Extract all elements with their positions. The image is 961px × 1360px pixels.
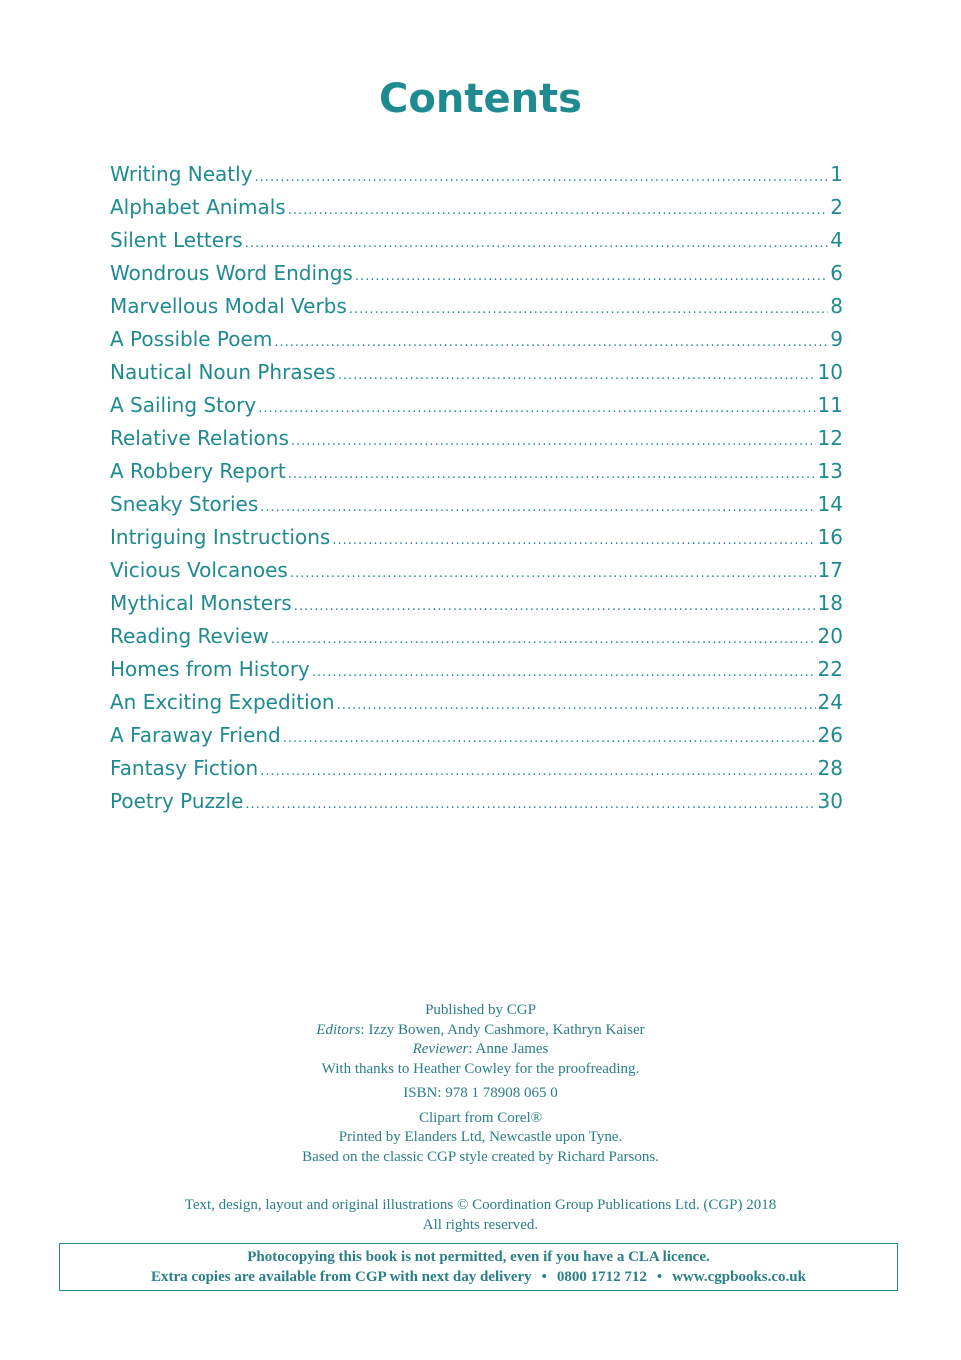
toc-entry[interactable] [110, 723, 843, 756]
editors-label: Editors [316, 1021, 361, 1038]
toc-entry-title: An Exciting Expedition [110, 690, 335, 714]
toc-entry-page: 4 [830, 228, 843, 252]
toc-entry-title: Fantasy Fiction [110, 756, 259, 780]
dot-leader [245, 236, 829, 251]
toc-entry[interactable] [110, 360, 843, 393]
copyright-block [0, 1196, 961, 1235]
printer-line: Printed by Elanders Ltd, Newcastle upon Tyne. [338, 1129, 623, 1145]
toc-entry[interactable] [110, 789, 843, 822]
dot-leader [312, 665, 816, 680]
toc-entry-page: 16 [817, 525, 843, 549]
toc-entry-title: Intriguing Instructions [110, 525, 331, 549]
toc-entry[interactable] [110, 195, 843, 228]
toc-entry-title: Wondrous Word Endings [110, 261, 353, 285]
dot-leader [355, 269, 828, 284]
dot-leader [258, 401, 815, 416]
toc-entry-title: Marvellous Modal Verbs [110, 294, 347, 318]
toc-entry-page: 14 [817, 492, 843, 516]
dot-leader [260, 764, 815, 779]
toc-entry-page: 11 [817, 393, 843, 417]
toc-entry-page: 10 [817, 360, 843, 384]
dot-leader [288, 203, 829, 218]
style-line: Based on the classic CGP style created by Richard Parsons. [302, 1148, 659, 1165]
toc-entry[interactable] [110, 294, 843, 327]
toc-entry-page: 6 [830, 261, 843, 285]
toc-entry-page: 30 [817, 789, 843, 813]
toc-entry[interactable] [110, 459, 843, 492]
editors-line [0, 1021, 961, 1041]
toc-entry[interactable] [110, 525, 843, 558]
toc-entry-title: A Robbery Report [110, 459, 286, 483]
clipart-line: Clipart from Corel® [418, 1109, 543, 1126]
toc-entry-page: 24 [817, 690, 843, 714]
dot-leader [291, 434, 816, 449]
toc-entry-title: Vicious Volcanoes [110, 558, 288, 582]
toc-entry-page: 9 [830, 327, 843, 351]
toc-entry[interactable] [110, 756, 843, 789]
toc-entry-title: Nautical Noun Phrases [110, 360, 336, 384]
thanks-line: With thanks to Heather Cowley for the proofreading. [321, 1060, 640, 1077]
toc-entry-page: 2 [830, 195, 843, 219]
dot-leader [283, 731, 816, 746]
publisher-line: Published by CGP [425, 1002, 536, 1018]
dot-leader [255, 170, 829, 185]
reviewer-line [0, 1040, 961, 1060]
dot-leader [245, 797, 815, 812]
toc-entry-title: A Sailing Story [110, 393, 257, 417]
toc-entry-page: 13 [817, 459, 843, 483]
bullet-separator: • [656, 1268, 663, 1285]
toc-entry-title: Reading Review [110, 624, 269, 648]
toc-entry[interactable] [110, 327, 843, 360]
dot-leader [290, 566, 816, 581]
table-of-contents [110, 162, 843, 822]
reviewer-name: : Anne James [468, 1041, 549, 1057]
toc-entry-title: Alphabet Animals [110, 195, 286, 219]
toc-entry-page: 26 [817, 723, 843, 747]
toc-entry-page: 8 [830, 294, 843, 318]
extra-copies-text: Extra copies are available from CGP with next day delivery [151, 1268, 532, 1285]
reviewer-label: Reviewer [412, 1041, 469, 1057]
toc-entry-title: A Faraway Friend [110, 723, 281, 747]
toc-entry[interactable] [110, 261, 843, 294]
dot-leader [338, 368, 816, 383]
dot-leader [294, 599, 816, 614]
rights-line: All rights reserved. [422, 1216, 539, 1233]
dot-leader [337, 698, 816, 713]
extra-copies-line [60, 1268, 897, 1288]
toc-entry-title: A Possible Poem [110, 327, 273, 351]
photocopy-notice-box [59, 1243, 898, 1291]
toc-entry[interactable] [110, 624, 843, 657]
toc-entry-title: Poetry Puzzle [110, 789, 244, 813]
dot-leader [332, 533, 815, 548]
editors-names: : Izzy Bowen, Andy Cashmore, Kathryn Kaiser [360, 1021, 645, 1038]
website-link[interactable]: www.cgpbooks.co.uk [672, 1268, 806, 1285]
dot-leader [349, 302, 828, 317]
photocopy-notice: Photocopying this book is not permitted, even if you have a CLA licence. [247, 1249, 710, 1265]
toc-entry[interactable] [110, 426, 843, 459]
copyright-line: Text, design, layout and original illustrations © Coordination Group Publications Ltd. (CGP) 2018 [184, 1197, 777, 1213]
toc-entry-page: 12 [817, 426, 843, 450]
toc-entry-title: Sneaky Stories [110, 492, 259, 516]
toc-entry-page: 1 [830, 162, 843, 186]
toc-entry-page: 28 [817, 756, 843, 780]
toc-entry-title: Homes from History [110, 657, 310, 681]
toc-entry-title: Mythical Monsters [110, 591, 292, 615]
toc-entry-page: 22 [817, 657, 843, 681]
page-title: Contents [379, 76, 582, 122]
toc-entry[interactable] [110, 558, 843, 591]
toc-entry[interactable] [110, 492, 843, 525]
toc-entry[interactable] [110, 690, 843, 723]
dot-leader [271, 632, 816, 647]
dot-leader [260, 500, 815, 515]
toc-entry[interactable] [110, 162, 843, 195]
toc-entry-page: 17 [817, 558, 843, 582]
toc-entry-title: Writing Neatly [110, 162, 253, 186]
toc-entry[interactable] [110, 657, 843, 690]
isbn-line: ISBN: 978 1 78908 065 0 [403, 1085, 558, 1101]
bullet-separator: • [541, 1268, 547, 1285]
toc-entry-page: 18 [817, 591, 843, 615]
credits-block [0, 1001, 961, 1167]
toc-entry-title: Silent Letters [110, 228, 243, 252]
phone-number: 0800 1712 712 [556, 1268, 647, 1285]
toc-entry[interactable] [110, 393, 843, 426]
toc-entry-title: Relative Relations [110, 426, 289, 450]
toc-entry[interactable] [110, 228, 843, 261]
toc-entry-page: 20 [817, 624, 843, 648]
dot-leader [288, 467, 816, 482]
toc-entry[interactable] [110, 591, 843, 624]
dot-leader [274, 335, 828, 350]
